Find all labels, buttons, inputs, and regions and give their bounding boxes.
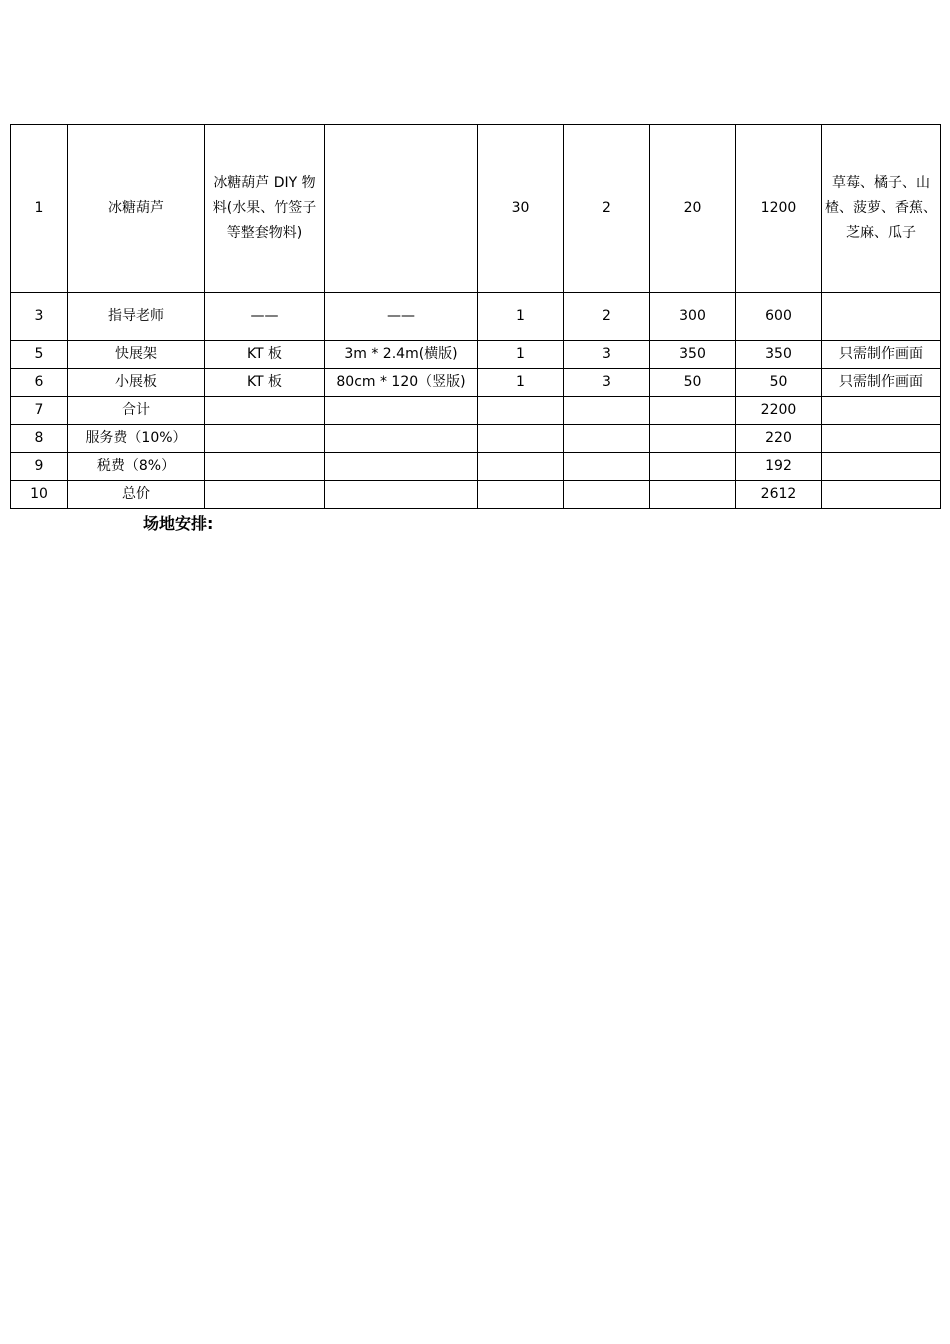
cell-note bbox=[822, 481, 941, 509]
cell-qty: 1 bbox=[478, 293, 564, 341]
cell-days bbox=[564, 453, 650, 481]
cell-total: 50 bbox=[736, 369, 822, 397]
cell-material: 冰糖葫芦 DIY 物料(水果、竹签子等整套物料) bbox=[205, 125, 325, 293]
cell-days bbox=[564, 397, 650, 425]
cell-item: 税费（8%） bbox=[68, 453, 205, 481]
cell-item: 合计 bbox=[68, 397, 205, 425]
cell-no: 1 bbox=[11, 125, 68, 293]
cell-spec bbox=[325, 453, 478, 481]
cell-material: KT 板 bbox=[205, 369, 325, 397]
cell-total: 1200 bbox=[736, 125, 822, 293]
cell-spec bbox=[325, 425, 478, 453]
cell-note bbox=[822, 425, 941, 453]
cell-item: 冰糖葫芦 bbox=[68, 125, 205, 293]
table-row bbox=[11, 369, 941, 397]
section-title: 场地安排: bbox=[143, 514, 214, 533]
cell-total: 2200 bbox=[736, 397, 822, 425]
table-row bbox=[11, 293, 941, 341]
cell-no: 3 bbox=[11, 293, 68, 341]
cell-spec bbox=[325, 397, 478, 425]
cell-price bbox=[650, 425, 736, 453]
cell-no: 8 bbox=[11, 425, 68, 453]
cell-no: 6 bbox=[11, 369, 68, 397]
cell-material: —— bbox=[205, 293, 325, 341]
cell-days: 3 bbox=[564, 369, 650, 397]
table-row bbox=[11, 453, 941, 481]
cell-price: 300 bbox=[650, 293, 736, 341]
cell-price: 50 bbox=[650, 369, 736, 397]
cell-note: 只需制作画面 bbox=[822, 341, 941, 369]
cell-note bbox=[822, 293, 941, 341]
cell-qty bbox=[478, 481, 564, 509]
table-row bbox=[11, 425, 941, 453]
cell-note: 只需制作画面 bbox=[822, 369, 941, 397]
cell-note bbox=[822, 397, 941, 425]
cell-item: 总价 bbox=[68, 481, 205, 509]
table-row bbox=[11, 341, 941, 369]
cell-item: 服务费（10%） bbox=[68, 425, 205, 453]
cell-material bbox=[205, 453, 325, 481]
cell-item: 指导老师 bbox=[68, 293, 205, 341]
cell-no: 10 bbox=[11, 481, 68, 509]
cell-days: 2 bbox=[564, 125, 650, 293]
cell-total: 2612 bbox=[736, 481, 822, 509]
cell-qty bbox=[478, 397, 564, 425]
cell-no: 7 bbox=[11, 397, 68, 425]
cell-note bbox=[822, 453, 941, 481]
cell-no: 5 bbox=[11, 341, 68, 369]
cell-days bbox=[564, 481, 650, 509]
cell-qty: 30 bbox=[478, 125, 564, 293]
cell-total: 192 bbox=[736, 453, 822, 481]
quote-table bbox=[10, 124, 941, 509]
cell-total: 220 bbox=[736, 425, 822, 453]
cell-material bbox=[205, 397, 325, 425]
table-row bbox=[11, 397, 941, 425]
cell-price bbox=[650, 397, 736, 425]
cell-price: 20 bbox=[650, 125, 736, 293]
table-row bbox=[11, 481, 941, 509]
cell-days: 3 bbox=[564, 341, 650, 369]
cell-qty bbox=[478, 453, 564, 481]
cell-note: 草莓、橘子、山楂、菠萝、香蕉、芝麻、瓜子 bbox=[822, 125, 941, 293]
cell-spec: 3m * 2.4m(横版) bbox=[325, 341, 478, 369]
cell-total: 350 bbox=[736, 341, 822, 369]
cell-qty: 1 bbox=[478, 369, 564, 397]
table-row bbox=[11, 125, 941, 293]
cell-total: 600 bbox=[736, 293, 822, 341]
cell-days: 2 bbox=[564, 293, 650, 341]
cell-material: KT 板 bbox=[205, 341, 325, 369]
cell-days bbox=[564, 425, 650, 453]
cell-item: 小展板 bbox=[68, 369, 205, 397]
cell-qty bbox=[478, 425, 564, 453]
cell-price bbox=[650, 453, 736, 481]
cell-spec: —— bbox=[325, 293, 478, 341]
cell-material bbox=[205, 425, 325, 453]
cell-price bbox=[650, 481, 736, 509]
cell-item: 快展架 bbox=[68, 341, 205, 369]
cell-price: 350 bbox=[650, 341, 736, 369]
cell-spec bbox=[325, 481, 478, 509]
cell-spec: 80cm * 120（竖版) bbox=[325, 369, 478, 397]
cell-material bbox=[205, 481, 325, 509]
cell-spec bbox=[325, 125, 478, 293]
cell-qty: 1 bbox=[478, 341, 564, 369]
cell-no: 9 bbox=[11, 453, 68, 481]
